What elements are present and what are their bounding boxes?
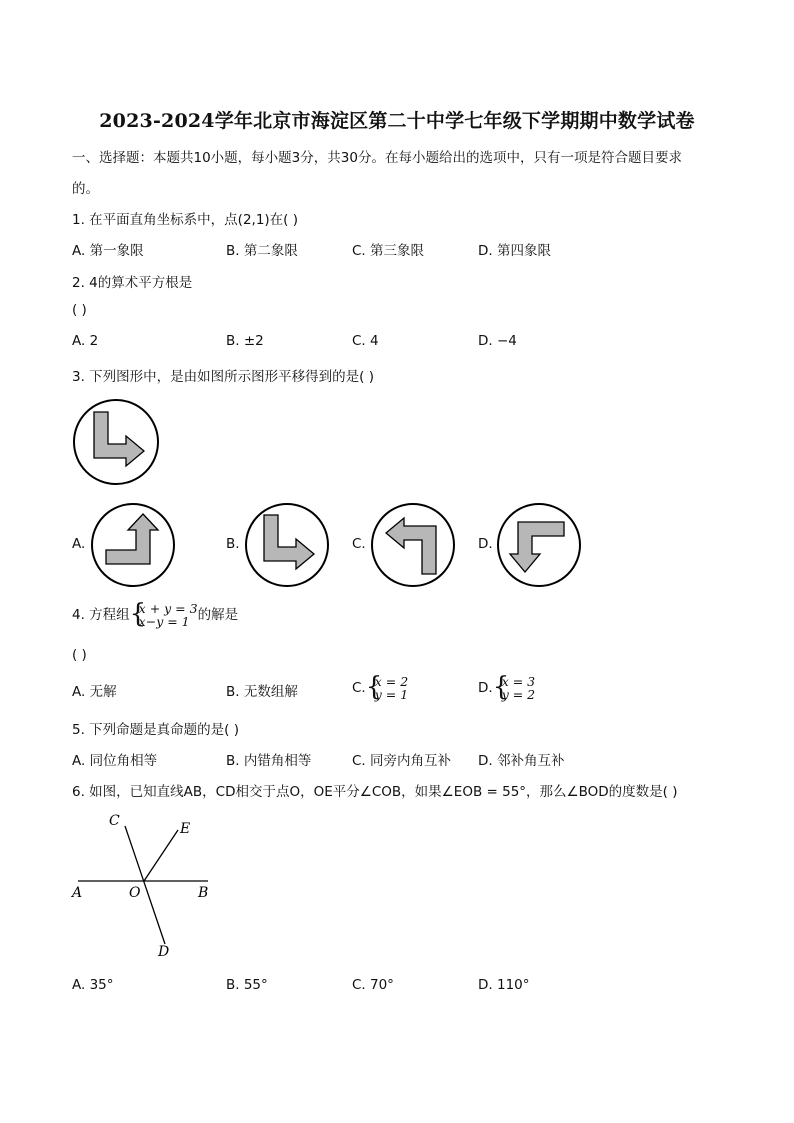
question-2-stem: 2. 4的算术平方根是 [72,275,193,291]
q4-option-c-eq-1: x = 2 [374,674,409,689]
question-1-stem: 1. 在平面直角坐标系中，点(2,1)在( ) [72,212,298,228]
q2-option-c[interactable]: C. 4 [352,333,379,349]
q3-option-a-figure[interactable] [90,502,176,588]
label-e: E [180,821,191,837]
q2-option-d[interactable]: D. −4 [478,333,517,349]
q3-option-a-label[interactable]: A. [72,536,86,552]
q4-option-d-system: { x = 3 y = 2 [492,672,536,702]
question-4-paren: ( ) [72,647,87,663]
q2-option-a[interactable]: A. 2 [72,333,99,349]
q4-option-d-eq-2: y = 2 [501,687,536,702]
label-b: B [198,885,209,901]
question-5-stem: 5. 下列命题是真命题的是( ) [72,722,239,738]
q6-line-figure [70,812,220,962]
question-2-paren: ( ) [72,302,87,318]
question-3-stem: 3. 下列图形中，是由如图所示图形平移得到的是( ) [72,369,374,385]
section-heading-cont: 的。 [72,181,99,197]
q4-equation-system: { x + y = 3 x−y = 1 [129,599,198,629]
q4-option-b[interactable]: B. 无数组解 [226,684,298,700]
q4-equation-2: x−y = 1 [138,614,190,629]
q4-option-d-eq-1: x = 3 [501,674,536,689]
q5-option-d[interactable]: D. 邻补角互补 [478,753,565,769]
q6-option-c[interactable]: C. 70° [352,977,394,993]
q4-option-d[interactable] [478,673,535,703]
question-6-stem: 6. 如图，已知直线AB，CD相交于点O，OE平分∠COB，如果∠EOB = 55°，那么∠BOD的度数是( ) [72,784,678,800]
question-4-stem [72,600,238,630]
q3-option-d-label[interactable]: D. [478,536,493,552]
ray-oe [144,830,178,881]
q5-option-a[interactable]: A. 同位角相等 [72,753,158,769]
q4-option-c[interactable] [352,673,408,703]
q4-stem-prefix: 4. 方程组 [72,607,130,623]
q3-option-b-figure[interactable] [244,502,330,588]
q6-option-a[interactable]: A. 35° [72,977,114,993]
label-o: O [129,885,141,901]
q2-option-b[interactable]: B. ±2 [226,333,264,349]
q3-option-c-label[interactable]: C. [352,536,366,552]
label-c: C [109,813,120,829]
q1-option-d[interactable]: D. 第四象限 [478,243,551,259]
q4-equation-1: x + y = 3 [138,601,198,616]
q3-option-c-figure[interactable] [370,502,456,588]
q6-option-b[interactable]: B. 55° [226,977,268,993]
q1-option-c[interactable]: C. 第三象限 [352,243,425,259]
q4-option-d-label: D. [478,680,493,696]
q3-option-b-label[interactable]: B. [226,536,240,552]
label-a: A [72,885,83,901]
label-d: D [158,944,170,960]
q6-option-d[interactable]: D. 110° [478,977,530,993]
q4-option-c-label: C. [352,680,366,696]
q3-reference-figure [72,398,160,486]
section-heading: 一、选择题：本题共10小题，每小题3分，共30分。在每小题给出的选项中，只有一项是符合题目要求 [72,150,682,166]
q5-option-c[interactable]: C. 同旁内角互补 [352,753,452,769]
q4-option-c-system: { x = 2 y = 1 [365,672,409,702]
q4-option-c-eq-2: y = 1 [374,687,409,702]
q5-option-b[interactable]: B. 内错角相等 [226,753,312,769]
q1-option-a[interactable]: A. 第一象限 [72,243,144,259]
q1-option-b[interactable]: B. 第二象限 [226,243,298,259]
q4-option-a[interactable]: A. 无解 [72,684,117,700]
page-title: 2023-2024学年北京市海淀区第二十中学七年级下学期期中数学试卷 [99,110,695,132]
q4-stem-suffix: 的解是 [197,607,239,623]
q3-option-d-figure[interactable] [496,502,582,588]
